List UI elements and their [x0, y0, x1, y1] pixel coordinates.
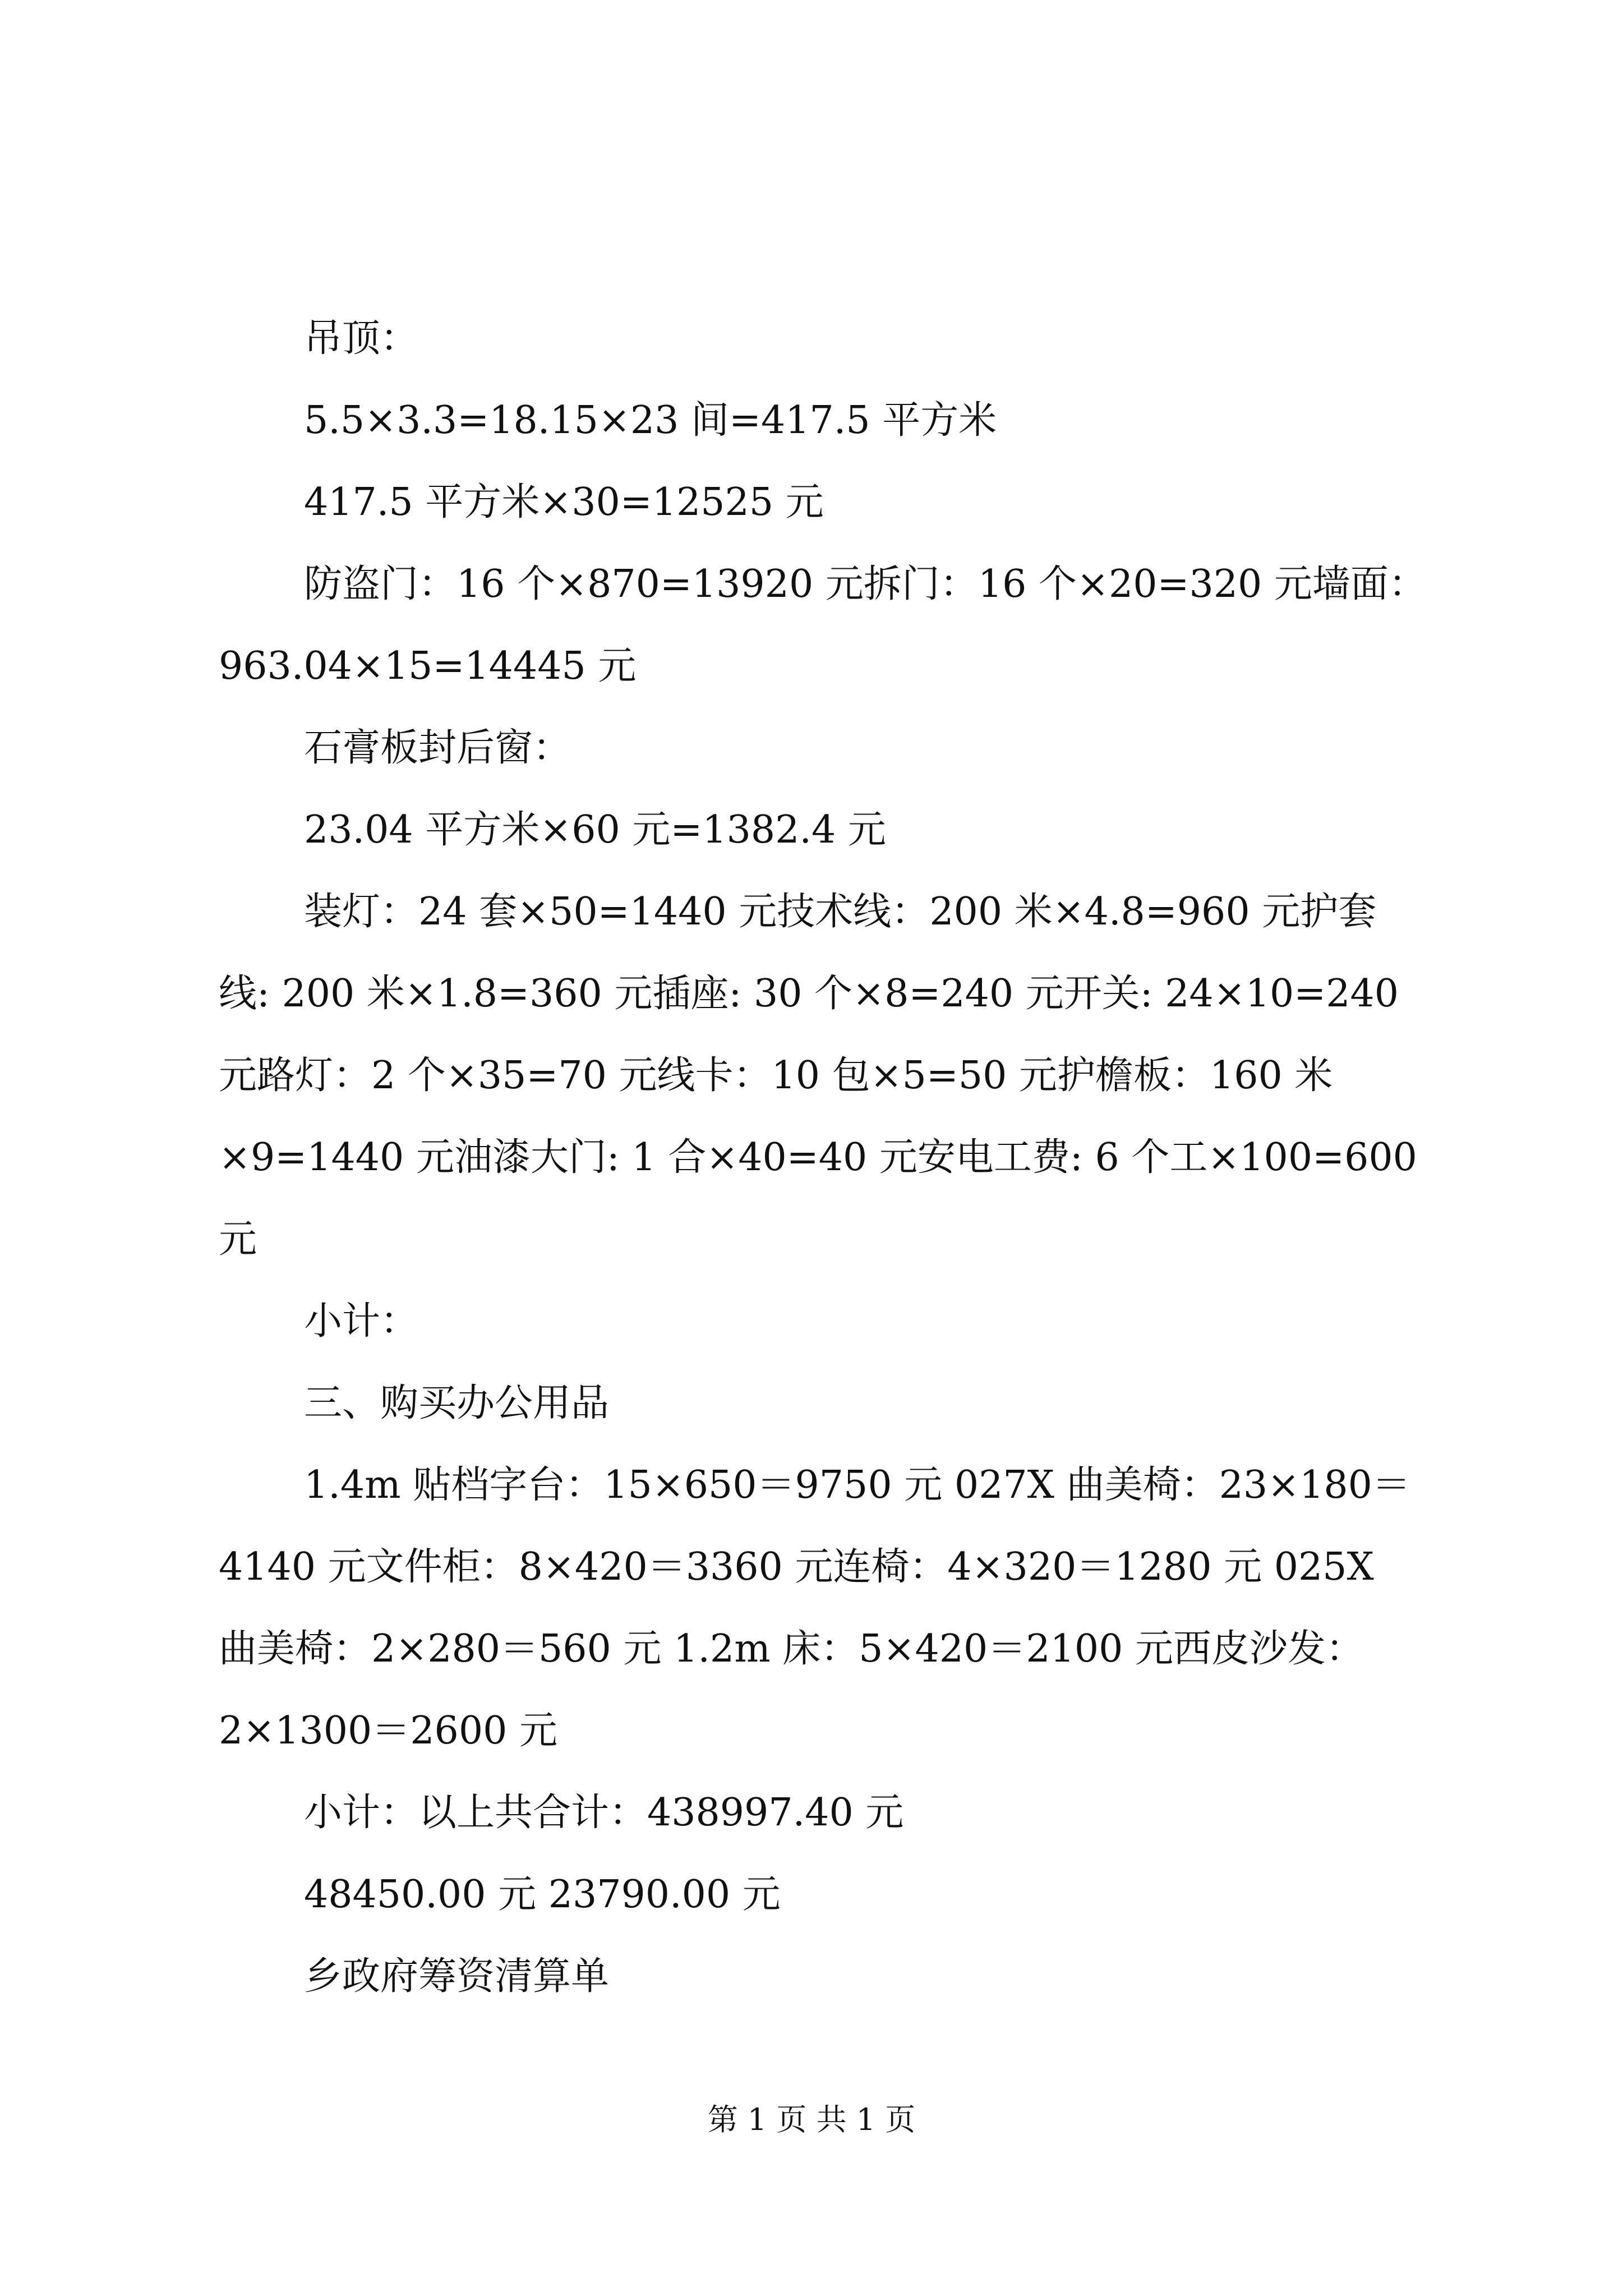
text-line: 吊顶：	[304, 316, 419, 361]
text-line: 963.04×15=14445 元	[219, 644, 637, 688]
text-line: 小计：	[304, 1299, 419, 1343]
page-footer: 第 1 页 共 1 页	[707, 2102, 916, 2137]
text-line: 48450.00 元 23790.00 元	[304, 1872, 781, 1917]
text-line: 23.04 平方米×60 元=1382.4 元	[304, 808, 886, 852]
text-line: 4140 元文件柜：8×420＝3360 元连椅：4×320＝1280 元 025X	[219, 1545, 1374, 1589]
text-line: 曲美椅：2×280＝560 元 1.2m 床：5×420＝2100 元西皮沙发：	[219, 1627, 1364, 1671]
section-heading: 三、购买办公用品	[304, 1381, 610, 1425]
text-line: 417.5 平方米×30=12525 元	[304, 480, 824, 524]
text-line: 乡政府筹资清算单	[304, 1954, 610, 1999]
text-line: 元路灯：2 个×35=70 元线卡：10 包×5=50 元护檐板：160 米	[219, 1053, 1333, 1098]
text-line: 防盗门：16 个×870=13920 元拆门：16 个×20=320 元墙面：	[304, 562, 1427, 606]
text-line: 2×1300＝2600 元	[219, 1709, 557, 1753]
text-line: 线: 200 米×1.8=360 元插座: 30 个×8=240 元开关: 24×10=240	[219, 972, 1399, 1016]
text-line: 元	[219, 1217, 257, 1262]
text-line: ×9=1440 元油漆大门: 1 合×40=40 元安电工费: 6 个工×100=600	[219, 1135, 1417, 1180]
text-line: 5.5×3.3=18.15×23 间=417.5 平方米	[304, 398, 997, 443]
text-line: 1.4m 贴档字台：15×650＝9750 元 027X 曲美椅：23×180＝	[304, 1463, 1410, 1507]
text-line: 小计：以上共合计：438997.40 元	[304, 1791, 904, 1835]
text-line: 装灯：24 套×50=1440 元技术线：200 米×4.8=960 元护套	[304, 890, 1377, 934]
text-line: 石膏板封后窗：	[304, 726, 571, 770]
